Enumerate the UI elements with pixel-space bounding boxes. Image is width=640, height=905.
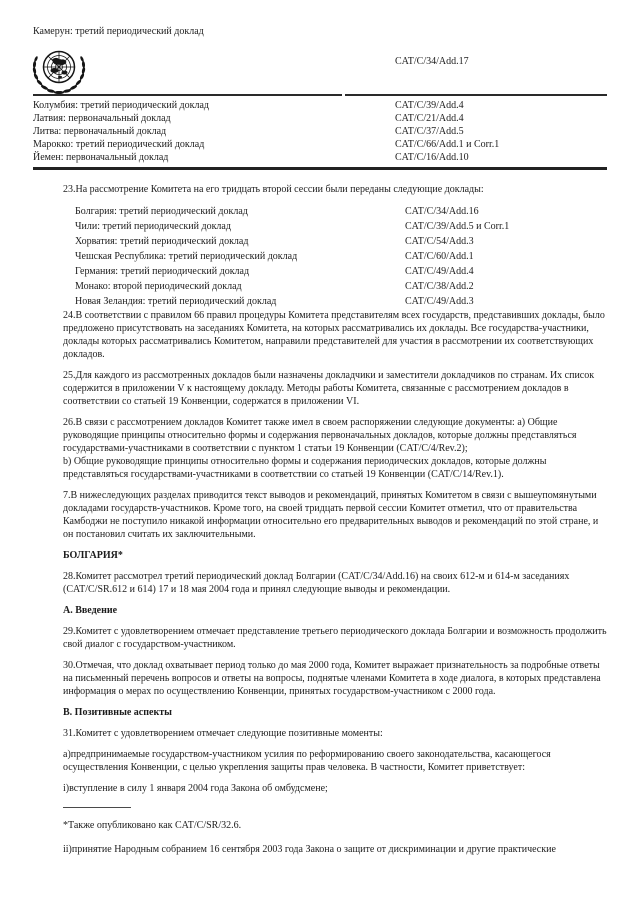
running-header: Камерун: третий периодический доклад: [33, 26, 204, 37]
report-title: Литва: первоначальный доклад: [33, 126, 167, 137]
country-heading-bulgaria: БОЛГАРИЯ*: [63, 550, 123, 561]
session-reports-list: [63, 204, 607, 309]
list-item: [63, 264, 607, 279]
divider-segment: [345, 94, 607, 96]
report-symbol: CAT/C/21/Add.4: [395, 113, 464, 124]
report-title: Марокко: третий периодический доклад: [33, 139, 205, 150]
paragraph-31a: a)предпринимаемые государством-участником усилия по реформированию своего законодательства, касающегося осуществления Конвенции, с целью укрепления защиты прав человека. В частности, Комитет приветствует:: [63, 749, 551, 773]
paragraph-30: 30.Отмечая, что доклад охватывает период только до мая 2000 года, Комитет выражает признательность за подробные ответы на письменный перечень вопросов и ответы на вопросы, поднятые членами Комитета в ходе диалога, в которых представлена информация о мерах по осуществлению Конвенции, принятых государством-участником с 2000 года.: [63, 660, 601, 697]
report-title: Германия: третий периодический доклад: [75, 266, 250, 277]
paragraph-26b: b) Общие руководящие принципы относительно формы и содержания периодических докладов, которые должны представляться государствами-участниками в соответствии со статьей 19 Конвенции (CAT/C/14/Rev.1).: [63, 456, 547, 480]
document-body: [63, 183, 607, 856]
report-symbol: CAT/C/49/Add.4: [405, 266, 474, 277]
report-title: Йемен: первоначальный доклад: [33, 152, 169, 163]
masthead: [33, 38, 607, 94]
list-item: [63, 234, 607, 249]
report-symbol: CAT/C/37/Add.5: [395, 126, 464, 137]
report-symbol: CAT/C/54/Add.3: [405, 236, 474, 247]
report-symbol: CAT/C/60/Add.1: [405, 251, 474, 262]
report-title: Болгария: третий периодический доклад: [75, 206, 248, 217]
un-emblem-icon: [30, 46, 88, 96]
paragraph-26a: 26.В связи с рассмотрением докладов Комитет также имел в своем распоряжении следующие документы: a) Общие руководящие принципы относительно формы и содержания первоначальных докладов, которые должны представляться государствами-участниками в соответствии с пунктом 1 статьи 19 Конвенции (CAT/C/4/Rev.2);: [63, 417, 577, 454]
report-title: Монако: второй периодический доклад: [75, 281, 242, 292]
report-symbol: CAT/C/39/Add.4: [395, 100, 464, 111]
paragraph-23: 23.На рассмотрение Комитета на его тридцать второй сессии были переданы следующие доклады:: [63, 184, 484, 195]
report-symbol: CAT/C/34/Add.16: [405, 206, 479, 217]
table-row: [33, 151, 607, 164]
report-title: Хорватия: третий периодический доклад: [75, 236, 249, 247]
report-symbol: CAT/C/16/Add.10: [395, 152, 469, 163]
paragraph-25: 25.Для каждого из рассмотренных докладов были назначены докладчики и заместители докладчиков по странам. Их список содержится в приложении V к настоящему докладу. Методы работы Комитета, связанные с рассмотрением докладов в соответствии со статьей 19 Конвенции, содержатся в приложении VI.: [63, 370, 595, 407]
footnote-separator: [63, 807, 131, 808]
list-item: [63, 279, 607, 294]
list-item: [63, 294, 607, 309]
table-bottom-rule: [33, 167, 607, 170]
report-title: Новая Зеландия: третий периодический доклад: [75, 296, 277, 307]
paragraph-28: 28.Комитет рассмотрел третий периодический доклад Болгарии (CAT/C/34/Add.16) на своих 612-м и 614-м заседаниях (CAT/C/SR.612 и 614) 17 и 18 мая 2004 года и принял следующие выводы и рекомендации.: [63, 571, 570, 595]
paragraph-27: 7.В нижеследующих разделах приводится текст выводов и рекомендаций, принятых Комитетом в связи с вышеупомянутыми докладами государств-участников. Кроме того, на своей тридцать первой сессии Комитет отметил, что от правительства Камбоджи не поступило никакой информации относительно его предварительных выводов и рекомендаций по этой стране, и он постановил считать их заключительными.: [63, 490, 599, 540]
report-symbol: CAT/C/39/Add.5 и Corr.1: [405, 221, 510, 232]
document-symbol: CAT/C/34/Add.17: [395, 56, 469, 67]
report-symbol: CAT/C/38/Add.2: [405, 281, 474, 292]
paragraph-31a-ii: ii)принятие Народным собранием 16 сентября 2003 года Закона о защите от дискриминации и другие практические: [63, 844, 556, 855]
table-row: [33, 99, 607, 112]
report-title: Чили: третий периодический доклад: [75, 221, 231, 232]
report-symbol: CAT/C/49/Add.3: [405, 296, 474, 307]
paragraph-29: 29.Комитет с удовлетворением отмечает представление третьего периодического доклада Болгарии и возможность продолжить свой диалог с государством-участником.: [63, 626, 607, 650]
report-title: Колумбия: третий периодический доклад: [33, 100, 210, 111]
section-a-heading: A. Введение: [63, 605, 118, 616]
table-row: [33, 125, 607, 138]
table-row: [33, 112, 607, 125]
list-item: [63, 249, 607, 264]
report-symbol: CAT/C/66/Add.1 и Corr.1: [395, 139, 500, 150]
report-title: Чешская Республика: третий периодический доклад: [75, 251, 298, 262]
pending-reports-table: [33, 99, 607, 164]
paragraph-24: 24.В соответствии с правилом 66 правил процедуры Комитета представителям всех государств, представивших доклады, было предложено присутствовать на заседаниях Комитета, на которых рассматривались их доклады. Все государства-участники, доклады которых рассматривались Комитетом, направили представителей для участия в рассмотрении их соответствующих докладов.: [63, 310, 605, 360]
footnote: *Также опубликовано как CAT/C/SR/32.6.: [63, 820, 242, 831]
paragraph-31a-i: i)вступление в силу 1 января 2004 года Закона об омбудсмене;: [63, 783, 328, 794]
list-item: [63, 219, 607, 234]
list-item: [63, 204, 607, 219]
section-b-heading: B. Позитивные аспекты: [63, 707, 172, 718]
report-title: Латвия: первоначальный доклад: [33, 113, 171, 124]
paragraph-31: 31.Комитет с удовлетворением отмечает следующие позитивные моменты:: [63, 728, 383, 739]
header-divider: [33, 94, 607, 96]
table-row: [33, 138, 607, 151]
